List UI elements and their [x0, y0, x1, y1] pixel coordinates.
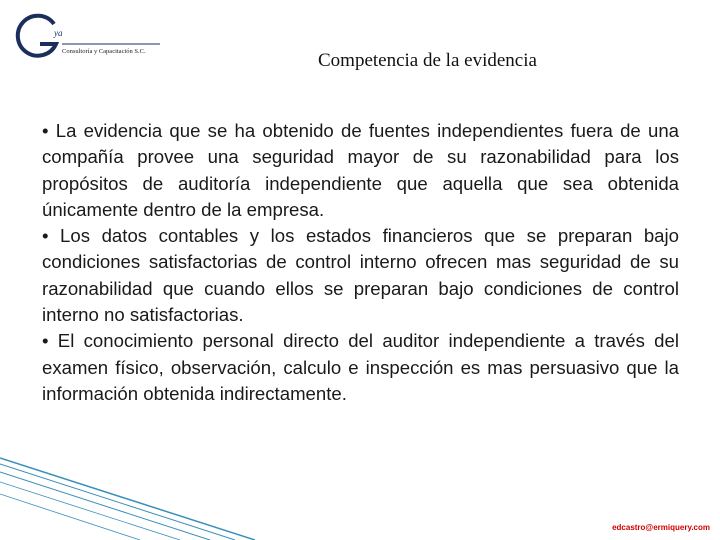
logo-g-mark: [10, 10, 170, 70]
logo-tagline: Consultoría y Capacitación S.C.: [62, 48, 146, 55]
bullet-paragraph-1: • La evidencia que se ha obtenido de fuentes independientes fuera de una compañía provee una seguridad mayor de su razonabilidad para los propósitos de auditoría independiente que aquella que sea obtenida únicamente dentro de la empresa.: [42, 120, 679, 220]
bullet-paragraph-2: • Los datos contables y los estados financieros que se preparan bajo condiciones satisfactorias de control interno ofrecen mas seguridad de su razonabilidad que cuando ellos se preparan bajo condiciones de control interno no satisfactorias.: [42, 225, 679, 326]
company-logo: [10, 10, 170, 70]
footer-email: edcastro@ermiquery.com: [612, 523, 710, 532]
corner-decoration: [0, 450, 260, 540]
logo-small-text: ya: [54, 28, 63, 38]
bullet-paragraph-3: • El conocimiento personal directo del auditor independiente a través del examen físico, observación, calculo e inspección es mas persuasivo que la información obtenida indirectamente.: [42, 330, 679, 404]
slide-title: Competencia de la evidencia: [318, 50, 537, 71]
slide-body: [42, 118, 679, 407]
